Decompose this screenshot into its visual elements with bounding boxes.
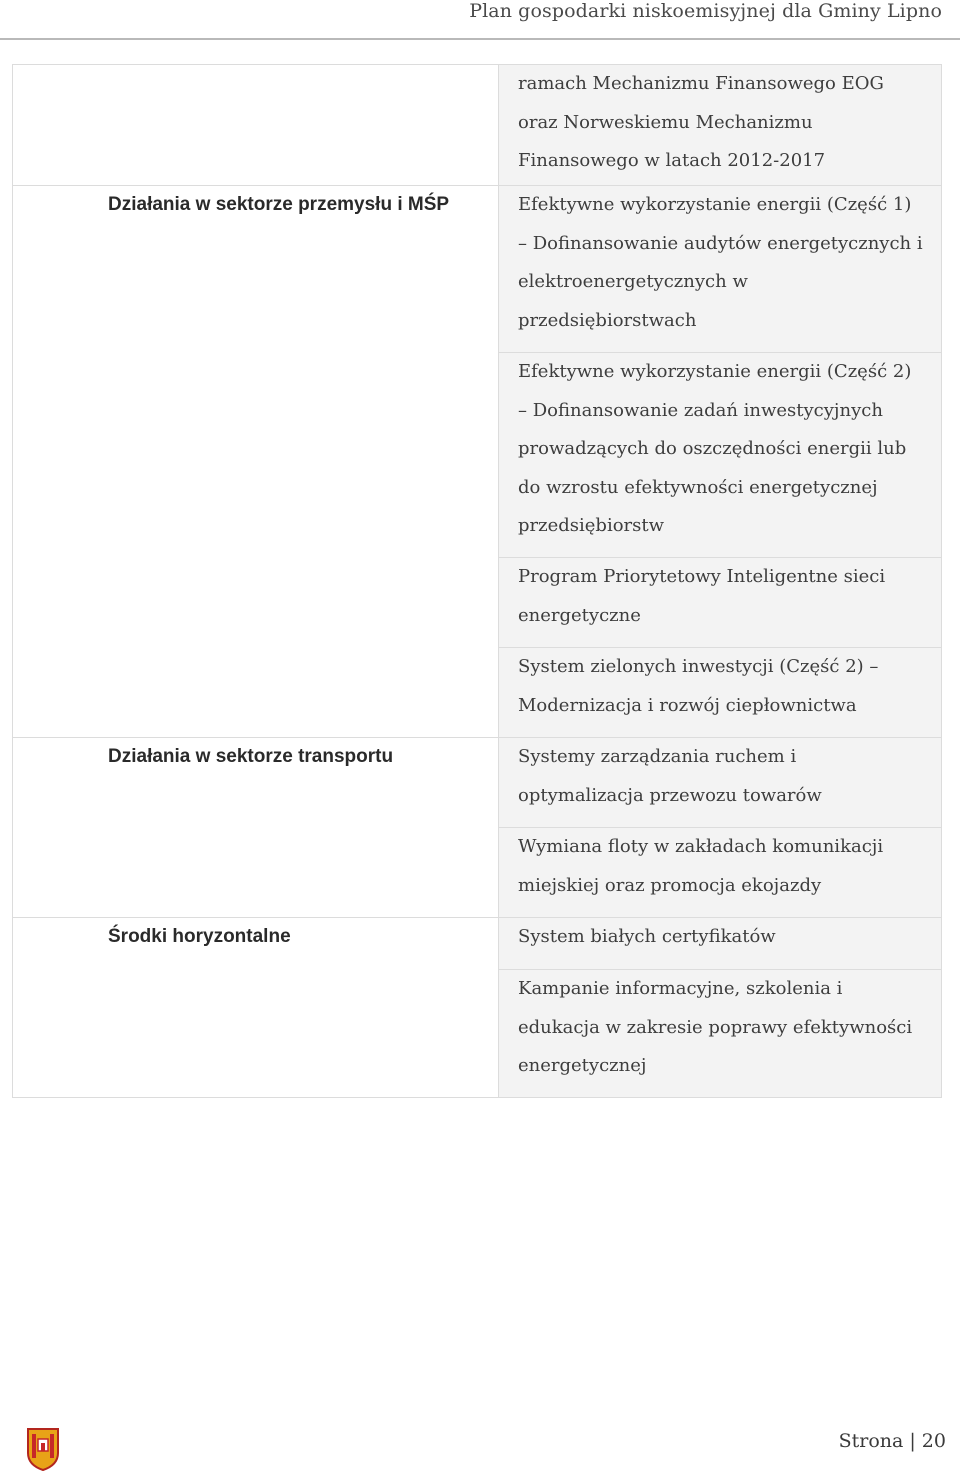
program-text: Program Priorytetowy Inteligentne sieci energetyczne: [518, 566, 886, 626]
program-cell: [499, 828, 942, 918]
category-label: Środki horyzontalne: [108, 926, 291, 947]
program-text: System zielonych inwestycji (Część 2) – Modernizacja i rozwój ciepłownictwa: [518, 656, 879, 716]
program-text: System białych certyfikatów: [518, 926, 776, 947]
category-label: Działania w sektorze przemysłu i MŚP: [108, 194, 450, 215]
category-label: Działania w sektorze transportu: [108, 746, 394, 767]
municipal-coat-of-arms-icon: [26, 1427, 60, 1471]
table-row: [13, 918, 942, 970]
program-text: Wymiana floty w zakładach komunikacji miejskiej oraz promocja ekojazdy: [518, 836, 884, 896]
category-cell: [13, 186, 499, 738]
program-cell: [499, 738, 942, 828]
category-cell: [13, 65, 499, 186]
page-number: Strona | 20: [838, 1430, 946, 1452]
program-cell: [499, 65, 942, 186]
program-cell: [499, 918, 942, 970]
table-row: [13, 738, 942, 828]
program-text: Kampanie informacyjne, szkolenia i edukacja w zakresie poprawy efektywności energetycznej: [518, 978, 913, 1077]
program-text: ramach Mechanizmu Finansowego EOG oraz Norweskiemu Mechanizmu Finansowego w latach 2012-2017: [518, 73, 884, 172]
program-text: Efektywne wykorzystanie energii (Część 2) – Dofinansowanie zadań inwestycyjnych prowadzących do oszczędności energii lub do wzrostu efektywności energetycznej przedsiębiorstw: [518, 361, 912, 537]
program-cell: [499, 558, 942, 648]
category-cell: [13, 738, 499, 918]
program-text: Systemy zarządzania ruchem i optymalizacja przewozu towarów: [518, 746, 822, 806]
program-cell: [499, 648, 942, 738]
funding-programs-table: [12, 64, 942, 1098]
table-row: [13, 186, 942, 353]
document-title: Plan gospodarki niskoemisyjnej dla Gminy Lipno: [469, 0, 942, 22]
page-header: [0, 0, 960, 40]
table-row: [13, 65, 942, 186]
category-cell: [13, 918, 499, 1098]
program-text: Efektywne wykorzystanie energii (Część 1) – Dofinansowanie audytów energetycznych i elektroenergetycznych w przedsiębiorstwach: [518, 194, 923, 331]
program-cell: [499, 186, 942, 353]
program-cell: [499, 970, 942, 1098]
program-cell: [499, 353, 942, 558]
